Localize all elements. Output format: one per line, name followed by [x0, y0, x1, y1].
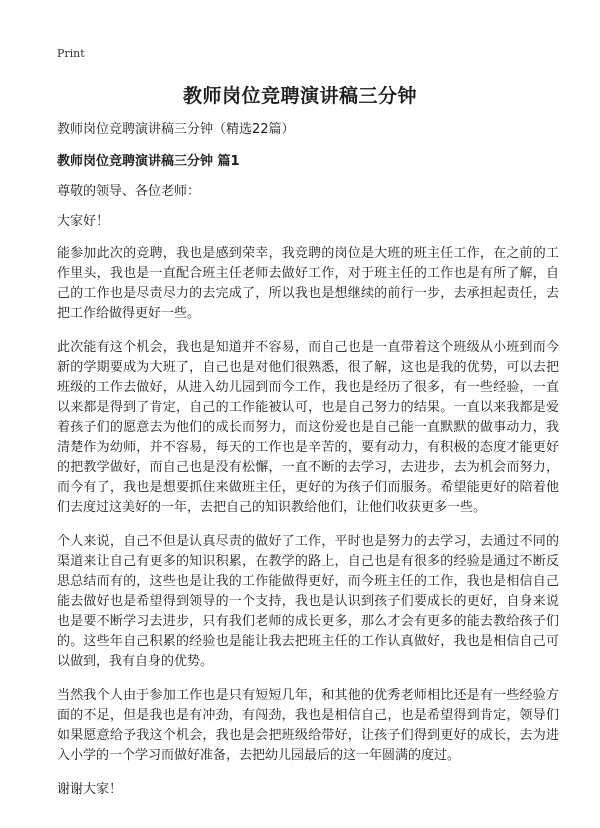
paragraph-3: 个人来说，自己不但是认真尽责的做好了工作，平时也是努力的去学习，去通过不同的渠道来让自己有更多的知识积累，在教学的路上，自己也是有很多的经验是通过不断反思总结而有的，这些也是让我的工作能做得更好，而今班主任的工作，我也是相信自己能去做好也是希望得到领导的一个支持，我也是认识到孩子们要成长的更好，自身来说也是要不断学习去进步，只有我们老师的成长更多，那么才会有更多的能去教给孩子们的。这些年自己积累的经验也是能让我去把班主任的工作认真做好，我也是相信自己可以做到，我有自身的优势。 — [57, 534, 559, 669]
document-body — [57, 120, 559, 800]
paragraph-1: 能参加此次的竞聘，我也是感到荣幸，我竞聘的岗位是大班的班主任工作，在之前的工作里头，我也是一直配合班主任老师去做好工作，对于班主任的工作也是有所了解，自己的工作也是尽责尽力的去完成了，所以我也是想继续的前行一步，去承担起责任，去把工作给做得更好一些。 — [57, 246, 559, 321]
paragraph-2: 此次能有这个机会，我也是知道并不容易，而自己也是一直带着这个班级从小班到而今新的学期要成为大班了，自己也是对他们很熟悉，很了解，这也是我的优势，可以去把班级的工作去做好，从进入幼儿园到而今工作，我也是经历了很多，有一些经验，一直以来都是得到了肯定，自己的工作能被认可，也是自己努力的结果。一直以来我都是爱着孩子们的愿意去为他们的成长而努力，而这份爱也是自己能一直默默的做事动力，我清楚作为幼师，并不容易，每天的工作也是辛苦的，要有动力，有积极的态度才能更好的把教学做好，而自己也是没有松懈，一直不断的去学习，去进步，去为机会而努力，而今有了，我也是想要抓住来做班主任，更好的为孩子们而服务。希望能更好的陪着他们去度过这美好的一年，去把自己的知识教给他们，让他们收获更多一些。 — [57, 340, 559, 515]
print-label: Print — [57, 47, 85, 60]
closing: 谢谢大家！ — [57, 782, 123, 797]
paragraph-4: 当然我个人由于参加工作也是只有短短几年，和其他的优秀老师相比还是有一些经验方面的不足，但是我也是有冲劲，有闯劲，我也是相信自己，也是希望得到肯定，领导们如果愿意给予我这个机会，我也是会把班级给带好，让孩子们得到更好的成长，去为进入小学的一个学习而做好准备，去把幼儿园最后的这一年圆满的度过。 — [57, 688, 559, 763]
salutation: 尊敬的领导、各位老师： — [57, 184, 201, 199]
greeting: 大家好！ — [57, 214, 110, 229]
document-title: 教师岗位竞聘演讲稿三分钟 — [182, 85, 417, 107]
document-subtitle: 教师岗位竞聘演讲稿三分钟（精选22篇） — [57, 122, 295, 137]
section-heading: 教师岗位竞聘演讲稿三分钟 篇1 — [57, 154, 240, 169]
